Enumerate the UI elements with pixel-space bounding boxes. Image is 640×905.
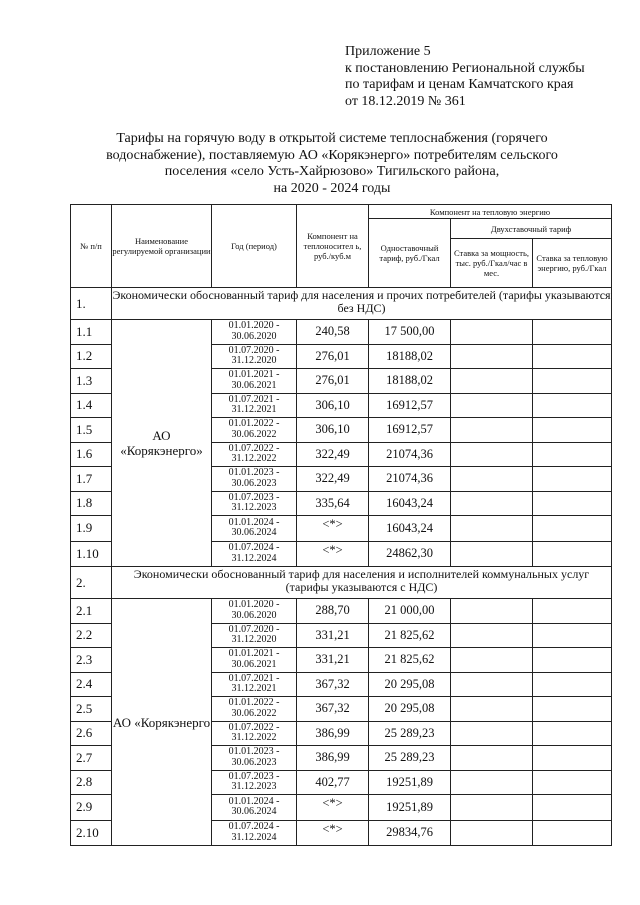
single-rate-tariff: 16043,24 <box>369 491 451 516</box>
row-number: 2.4 <box>71 672 112 697</box>
organization-name: АО «Корякэнерго <box>112 599 212 846</box>
single-rate-tariff: 21 825,62 <box>369 648 451 673</box>
table-row <box>71 320 612 345</box>
header-period: Год (период) <box>212 205 297 288</box>
row-number: 2.3 <box>71 648 112 673</box>
energy-rate <box>533 393 612 418</box>
row-number: 2.2 <box>71 623 112 648</box>
carrier-component: 402,77 <box>297 770 369 795</box>
row-period: 01.01.2022 - 30.06.2022 <box>212 418 297 443</box>
section-number: 1. <box>71 288 112 320</box>
capacity-rate <box>451 820 533 846</box>
single-rate-tariff: 20 295,08 <box>369 697 451 722</box>
capacity-rate <box>451 491 533 516</box>
capacity-rate <box>451 516 533 542</box>
row-period: 01.01.2022 - 30.06.2022 <box>212 697 297 722</box>
energy-rate <box>533 541 612 567</box>
energy-rate <box>533 369 612 394</box>
energy-rate <box>533 648 612 673</box>
appendix-line: от 18.12.2019 № 361 <box>345 93 466 109</box>
row-period: 01.07.2023 - 31.12.2023 <box>212 770 297 795</box>
row-period: 01.07.2021 - 31.12.2021 <box>212 672 297 697</box>
row-number: 2.9 <box>71 795 112 821</box>
single-rate-tariff: 17 500,00 <box>369 320 451 345</box>
carrier-component: 386,99 <box>297 721 369 746</box>
single-rate-tariff: 19251,89 <box>369 770 451 795</box>
table-row <box>71 599 612 624</box>
row-period: 01.01.2023 - 30.06.2023 <box>212 746 297 771</box>
row-period: 01.01.2023 - 30.06.2023 <box>212 467 297 492</box>
energy-rate <box>533 697 612 722</box>
energy-rate <box>533 442 612 467</box>
section-row <box>71 288 612 320</box>
energy-rate <box>533 746 612 771</box>
capacity-rate <box>451 369 533 394</box>
appendix-block <box>345 44 635 110</box>
single-rate-tariff: 16912,57 <box>369 393 451 418</box>
section-title: Экономически обоснованный тариф для населения и исполнителей коммунальных услуг (тарифы указываются с НДС) <box>112 567 612 599</box>
row-period: 01.07.2024 - 31.12.2024 <box>212 541 297 567</box>
row-number: 1.6 <box>71 442 112 467</box>
single-rate-tariff: 25 289,23 <box>369 746 451 771</box>
carrier-component: 322,49 <box>297 442 369 467</box>
row-number: 2.7 <box>71 746 112 771</box>
capacity-rate <box>451 648 533 673</box>
row-number: 2.8 <box>71 770 112 795</box>
energy-rate <box>533 770 612 795</box>
row-period: 01.07.2024 - 31.12.2024 <box>212 820 297 846</box>
single-rate-tariff: 16912,57 <box>369 418 451 443</box>
title-line: Тарифы на горячую воду в открытой системе теплоснабжения (горячего <box>116 131 548 146</box>
energy-rate <box>533 516 612 542</box>
capacity-rate <box>451 721 533 746</box>
capacity-rate <box>451 442 533 467</box>
carrier-component: 331,21 <box>297 648 369 673</box>
row-number: 2.1 <box>71 599 112 624</box>
row-number: 1.2 <box>71 344 112 369</box>
row-period: 01.01.2020 - 30.06.2020 <box>212 599 297 624</box>
header-thermal: Компонент на тепловую энергию <box>369 205 612 219</box>
single-rate-tariff: 21 000,00 <box>369 599 451 624</box>
header-org: Наименование регулируемой организации <box>112 205 212 288</box>
energy-rate <box>533 795 612 821</box>
header-energy: Ставка за тепловую энергию, руб./Гкал <box>533 239 612 288</box>
title-line: водоснабжение), поставляемую АО «Корякэнерго» потребителям сельского <box>106 147 558 163</box>
single-rate-tariff: 21 825,62 <box>369 623 451 648</box>
energy-rate <box>533 820 612 846</box>
carrier-component: 306,10 <box>297 393 369 418</box>
row-period: 01.01.2021 - 30.06.2021 <box>212 648 297 673</box>
capacity-rate <box>451 672 533 697</box>
energy-rate <box>533 721 612 746</box>
capacity-rate <box>451 697 533 722</box>
capacity-rate <box>451 795 533 821</box>
energy-rate <box>533 320 612 345</box>
single-rate-tariff: 25 289,23 <box>369 721 451 746</box>
row-period: 01.07.2020 - 31.12.2020 <box>212 344 297 369</box>
capacity-rate <box>451 541 533 567</box>
carrier-component: 386,99 <box>297 746 369 771</box>
row-period: 01.07.2022 - 31.12.2022 <box>212 442 297 467</box>
capacity-rate <box>451 344 533 369</box>
header-carrier: Компонент на теплоносител ь, руб./куб.м <box>297 205 369 288</box>
header-double: Двухставочный тариф <box>451 219 612 239</box>
row-period: 01.01.2020 - 30.06.2020 <box>212 320 297 345</box>
capacity-rate <box>451 418 533 443</box>
capacity-rate <box>451 623 533 648</box>
row-period: 01.01.2024 - 30.06.2024 <box>212 516 297 542</box>
carrier-component: 331,21 <box>297 623 369 648</box>
single-rate-tariff: 24862,30 <box>369 541 451 567</box>
appendix-line: Приложение 5 <box>345 44 431 59</box>
row-number: 1.5 <box>71 418 112 443</box>
section-number: 2. <box>71 567 112 599</box>
carrier-component: <*> <box>297 795 369 821</box>
appendix-line: по тарифам и ценам Камчатского края <box>345 77 574 92</box>
row-number: 1.8 <box>71 491 112 516</box>
carrier-component: 240,58 <box>297 320 369 345</box>
capacity-rate <box>451 393 533 418</box>
carrier-component: 306,10 <box>297 418 369 443</box>
energy-rate <box>533 418 612 443</box>
single-rate-tariff: 21074,36 <box>369 442 451 467</box>
capacity-rate <box>451 770 533 795</box>
section-row <box>71 567 612 599</box>
row-number: 1.4 <box>71 393 112 418</box>
carrier-component: 276,01 <box>297 344 369 369</box>
carrier-component: 335,64 <box>297 491 369 516</box>
energy-rate <box>533 467 612 492</box>
energy-rate <box>533 344 612 369</box>
carrier-component: <*> <box>297 820 369 846</box>
row-number: 1.10 <box>71 541 112 567</box>
row-period: 01.07.2023 - 31.12.2023 <box>212 491 297 516</box>
row-period: 01.01.2021 - 30.06.2021 <box>212 369 297 394</box>
section-title: Экономически обоснованный тариф для населения и прочих потребителей (тарифы указываются без НДС) <box>112 288 612 320</box>
single-rate-tariff: 29834,76 <box>369 820 451 846</box>
header-single: Одноставочный тариф, руб./Гкал <box>369 219 451 288</box>
carrier-component: 367,32 <box>297 697 369 722</box>
carrier-component: <*> <box>297 541 369 567</box>
energy-rate <box>533 491 612 516</box>
energy-rate <box>533 599 612 624</box>
single-rate-tariff: 20 295,08 <box>369 672 451 697</box>
carrier-component: 276,01 <box>297 369 369 394</box>
tariff-table-body <box>71 288 612 846</box>
row-period: 01.07.2020 - 31.12.2020 <box>212 623 297 648</box>
single-rate-tariff: 18188,02 <box>369 344 451 369</box>
energy-rate <box>533 623 612 648</box>
row-period: 01.07.2022 - 31.12.2022 <box>212 721 297 746</box>
carrier-component: <*> <box>297 516 369 542</box>
header-capacity: Ставка за мощность, тыс. руб./Гкал/час в мес. <box>451 239 533 288</box>
title-line: поселения «село Усть-Хайрюзово» Тигильского района, <box>164 164 500 179</box>
row-period: 01.01.2024 - 30.06.2024 <box>212 795 297 821</box>
carrier-component: 367,32 <box>297 672 369 697</box>
row-period: 01.07.2021 - 31.12.2021 <box>212 393 297 418</box>
capacity-rate <box>451 320 533 345</box>
carrier-component: 288,70 <box>297 599 369 624</box>
row-number: 2.6 <box>71 721 112 746</box>
capacity-rate <box>451 467 533 492</box>
appendix-line: к постановлению Региональной службы <box>345 60 585 76</box>
row-number: 2.10 <box>71 820 112 846</box>
energy-rate <box>533 672 612 697</box>
row-number: 1.9 <box>71 516 112 542</box>
row-number: 2.5 <box>71 697 112 722</box>
organization-name: АО «Корякэнерго» <box>112 320 212 567</box>
single-rate-tariff: 21074,36 <box>369 467 451 492</box>
header-num: № п/п <box>71 205 112 288</box>
single-rate-tariff: 18188,02 <box>369 369 451 394</box>
capacity-rate <box>451 746 533 771</box>
title-line: на 2020 - 2024 годы <box>273 180 391 196</box>
row-number: 1.1 <box>71 320 112 345</box>
single-rate-tariff: 19251,89 <box>369 795 451 821</box>
single-rate-tariff: 16043,24 <box>369 516 451 542</box>
carrier-component: 322,49 <box>297 467 369 492</box>
tariff-table <box>70 204 612 846</box>
capacity-rate <box>451 599 533 624</box>
document-title <box>72 131 592 197</box>
row-number: 1.3 <box>71 369 112 394</box>
row-number: 1.7 <box>71 467 112 492</box>
